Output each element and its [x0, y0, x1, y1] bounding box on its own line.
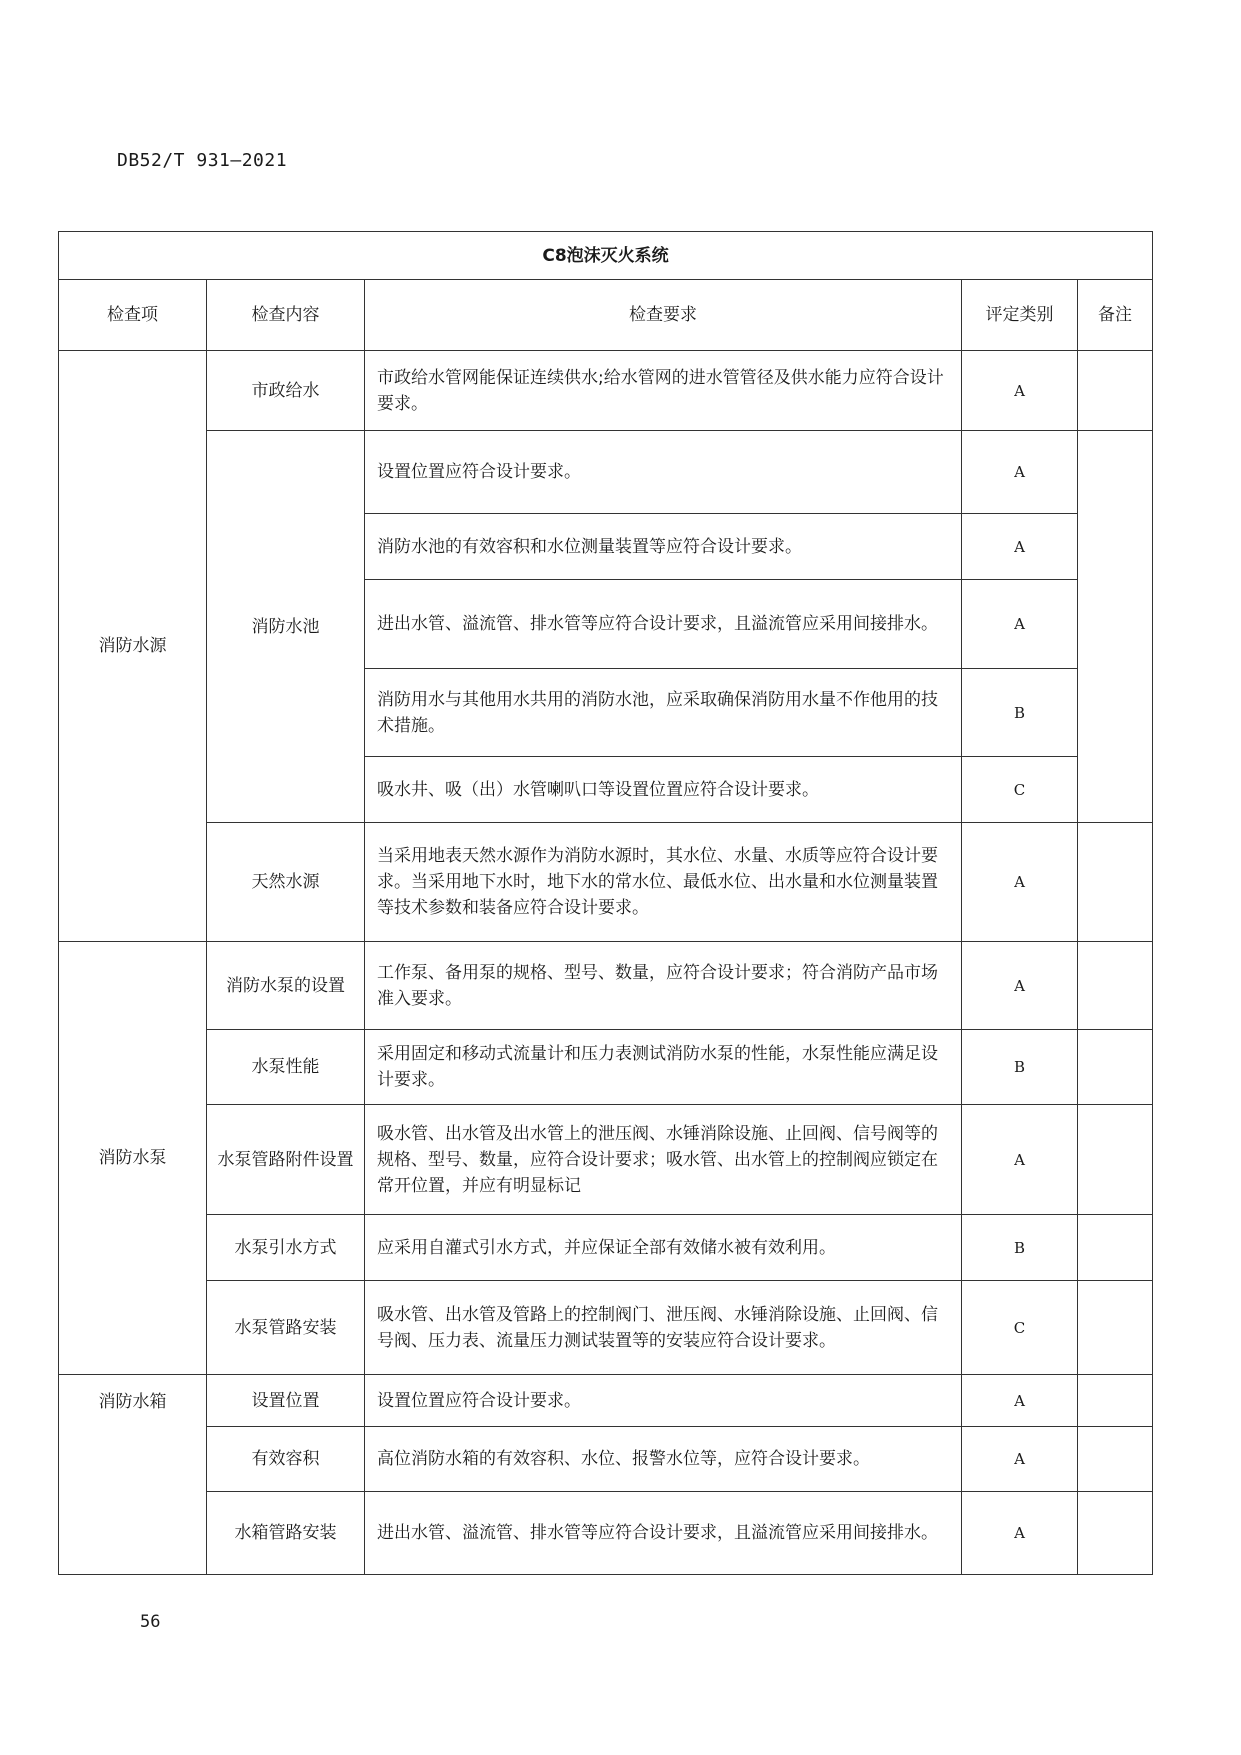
check-requirement: 消防用水与其他用水共用的消防水池，应采取确保消防用水量不作他用的技术措施。 — [365, 669, 962, 757]
check-requirement: 工作泵、备用泵的规格、型号、数量，应符合设计要求；符合消防产品市场准入要求。 — [365, 942, 962, 1030]
check-item: 消防水箱 — [59, 1375, 207, 1575]
note — [1078, 351, 1153, 431]
check-content: 水泵引水方式 — [207, 1215, 365, 1281]
check-requirement: 吸水管、出水管及出水管上的泄压阀、水锤消除设施、止回阀、信号阀等的规格、型号、数量，应符合设计要求；吸水管、出水管上的控制阀应锁定在常开位置，并应有明显标记 — [365, 1105, 962, 1215]
column-header: 备注 — [1078, 280, 1153, 351]
table-row — [59, 1375, 1153, 1427]
grade: A — [962, 431, 1078, 514]
table-row — [59, 1030, 1153, 1105]
table-row — [59, 431, 1153, 514]
grade: A — [962, 823, 1078, 942]
check-requirement: 应采用自灌式引水方式，并应保证全部有效储水被有效利用。 — [365, 1215, 962, 1281]
check-requirement: 高位消防水箱的有效容积、水位、报警水位等，应符合设计要求。 — [365, 1427, 962, 1492]
column-header: 检查内容 — [207, 280, 365, 351]
document-code: DB52/T 931—2021 — [117, 150, 288, 171]
check-requirement: 当采用地表天然水源作为消防水源时，其水位、水量、水质等应符合设计要求。当采用地下水时，地下水的常水位、最低水位、出水量和水位测量装置等技术参数和装备应符合设计要求。 — [365, 823, 962, 942]
note — [1078, 1030, 1153, 1105]
inspection-table — [58, 231, 1153, 1575]
note — [1078, 1105, 1153, 1215]
table-title: C8泡沫灭火系统 — [59, 232, 1153, 280]
check-content: 设置位置 — [207, 1375, 365, 1427]
check-requirement: 进出水管、溢流管、排水管等应符合设计要求，且溢流管应采用间接排水。 — [365, 1492, 962, 1575]
note — [1078, 1492, 1153, 1575]
check-requirement: 吸水井、吸（出）水管喇叭口等设置位置应符合设计要求。 — [365, 757, 962, 823]
note — [1078, 431, 1153, 823]
grade: B — [962, 1215, 1078, 1281]
note — [1078, 1281, 1153, 1375]
column-header: 检查项 — [59, 280, 207, 351]
note — [1078, 1215, 1153, 1281]
note — [1078, 823, 1153, 942]
table-row — [59, 1105, 1153, 1215]
check-content: 有效容积 — [207, 1427, 365, 1492]
check-content: 水泵管路安装 — [207, 1281, 365, 1375]
table-row — [59, 1215, 1153, 1281]
note — [1078, 1427, 1153, 1492]
grade: B — [962, 1030, 1078, 1105]
note — [1078, 942, 1153, 1030]
table-row — [59, 1281, 1153, 1375]
table-row — [59, 823, 1153, 942]
table-row — [59, 1427, 1153, 1492]
column-header: 评定类别 — [962, 280, 1078, 351]
note — [1078, 1375, 1153, 1427]
check-requirement: 消防水池的有效容积和水位测量装置等应符合设计要求。 — [365, 514, 962, 580]
page-number: 56 — [140, 1612, 161, 1632]
grade: A — [962, 1427, 1078, 1492]
check-item: 消防水泵 — [59, 942, 207, 1375]
check-item: 消防水源 — [59, 351, 207, 942]
grade: B — [962, 669, 1078, 757]
table-header-row — [59, 280, 1153, 351]
check-content: 水泵性能 — [207, 1030, 365, 1105]
table-row — [59, 351, 1153, 431]
grade: A — [962, 580, 1078, 669]
check-requirement: 进出水管、溢流管、排水管等应符合设计要求，且溢流管应采用间接排水。 — [365, 580, 962, 669]
check-requirement: 采用固定和移动式流量计和压力表测试消防水泵的性能，水泵性能应满足设计要求。 — [365, 1030, 962, 1105]
check-requirement: 市政给水管网能保证连续供水;给水管网的进水管管径及供水能力应符合设计要求。 — [365, 351, 962, 431]
table-title-row — [59, 232, 1153, 280]
grade: A — [962, 1105, 1078, 1215]
grade: A — [962, 514, 1078, 580]
check-content: 水箱管路安装 — [207, 1492, 365, 1575]
grade: C — [962, 757, 1078, 823]
check-requirement: 设置位置应符合设计要求。 — [365, 431, 962, 514]
grade: C — [962, 1281, 1078, 1375]
check-content: 市政给水 — [207, 351, 365, 431]
table-row — [59, 1492, 1153, 1575]
check-requirement: 吸水管、出水管及管路上的控制阀门、泄压阀、水锤消除设施、止回阀、信号阀、压力表、流量压力测试装置等的安装应符合设计要求。 — [365, 1281, 962, 1375]
grade: A — [962, 1375, 1078, 1427]
table-row — [59, 942, 1153, 1030]
check-content: 水泵管路附件设置 — [207, 1105, 365, 1215]
grade: A — [962, 1492, 1078, 1575]
grade: A — [962, 351, 1078, 431]
column-header: 检查要求 — [365, 280, 962, 351]
check-content: 消防水泵的设置 — [207, 942, 365, 1030]
check-requirement: 设置位置应符合设计要求。 — [365, 1375, 962, 1427]
check-content: 天然水源 — [207, 823, 365, 942]
check-content: 消防水池 — [207, 431, 365, 823]
grade: A — [962, 942, 1078, 1030]
